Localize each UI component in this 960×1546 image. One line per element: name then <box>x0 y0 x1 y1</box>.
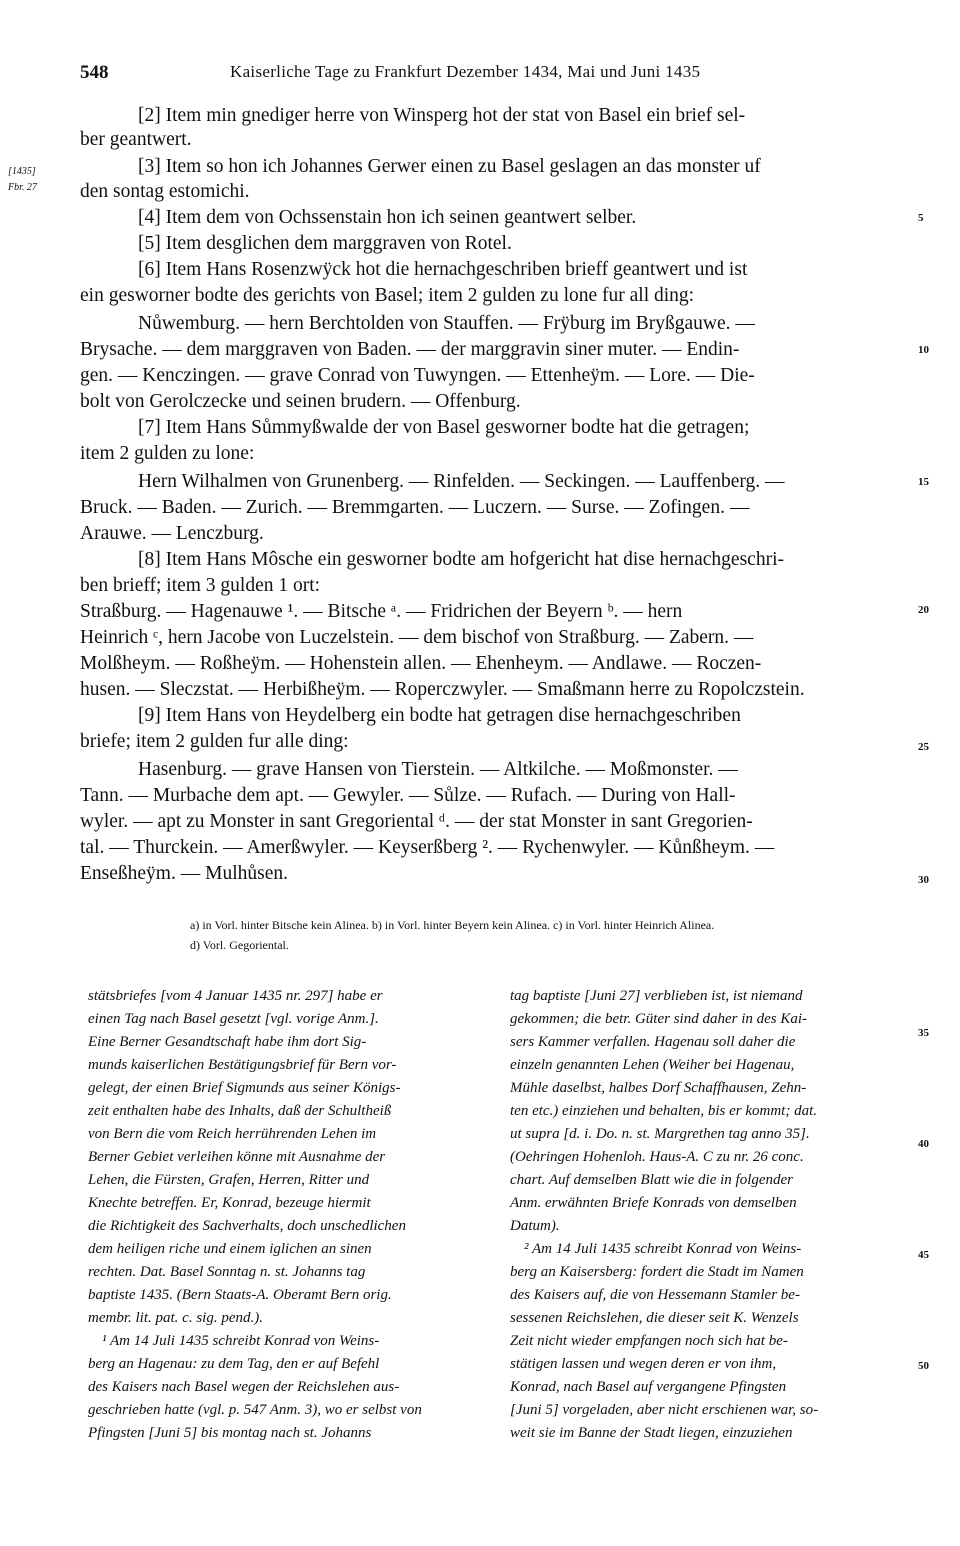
footnote-line: berg an Kaisersberg: fordert die Stadt im Namen <box>510 1264 804 1280</box>
text-line: Hasenburg. — grave Hansen von Tierstein. — Altkilche. — Moßmonster. — <box>138 759 738 780</box>
footnote-line: munds kaiserlichen Bestätigungsbrief für Bern vor- <box>88 1057 397 1073</box>
text-line: wyler. — apt zu Monster in sant Gregoriental ᵈ. — der stat Monster in sant Gregorien- <box>80 811 753 832</box>
margin-date-day: Fbr. 27 <box>8 182 37 193</box>
footnote-line: ten etc.) einziehen und behalten, bis er kommt; dat. <box>510 1103 818 1119</box>
page-header <box>80 62 820 86</box>
text-line: [6] Item Hans Rosenzwÿck hot die hernachgeschriben brieff geantwert und ist <box>138 259 748 280</box>
text-line: Straßburg. — Hagenauwe ¹. — Bitsche ᵃ. — Fridrichen der Beyern ᵇ. — hern <box>80 601 683 622</box>
footnote-line: Berner Gebiet verleihen könne mit Ausnahme der <box>88 1149 386 1165</box>
footnote-line: von Bern die vom Reich herrührenden Lehen im <box>88 1126 377 1142</box>
footnote-line: Konrad, nach Basel auf vergangene Pfingsten <box>510 1379 787 1395</box>
footnote-line: dem heiligen riche und einem iglichen an sinen <box>88 1241 372 1257</box>
footnote-line: stätsbriefes [vom 4 Januar 1435 nr. 297] habe er <box>88 988 383 1004</box>
text-line: bolt von Gerolczecke und seinen brudern. — Offenburg. <box>80 391 521 412</box>
text-line: ber geantwert. <box>80 129 192 150</box>
text-line: Enseßheÿm. — Mulhůsen. <box>80 863 288 884</box>
text-line: husen. — Sleczstat. — Herbißheÿm. — Roperczwyler. — Smaßmann herre zu Ropolczstein. <box>80 679 805 700</box>
text-line: item 2 gulden zu lone: <box>80 443 255 464</box>
footnote-line: membr. lit. pat. c. sig. pend.). <box>88 1310 263 1326</box>
text-line: briefe; item 2 gulden fur alle ding: <box>80 731 349 752</box>
footnote-line: Datum). <box>510 1218 560 1234</box>
text-line: [8] Item Hans Môsche ein gesworner bodte am hofgericht hat dise hernachgeschri- <box>138 549 784 570</box>
footnote-line: einzeln genannten Lehen (Weiher bei Hagenau, <box>510 1057 795 1073</box>
footnote-line: ut supra [d. i. Do. n. st. Margrethen tag anno 35]. <box>510 1126 810 1142</box>
text-line: Arauwe. — Lenczburg. <box>80 523 264 544</box>
variant-note-line: a) in Vorl. hinter Bitsche kein Alinea. b) in Vorl. hinter Beyern kein Alinea. c) in Vorl. hinter Heinrich Alinea. <box>190 918 715 932</box>
footnote-line: gekommen; die betr. Güter sind daher in des Kai- <box>510 1011 808 1027</box>
footnote-line: (Oehringen Hohenloh. Haus-A. C zu nr. 26 conc. <box>510 1149 804 1165</box>
line-number: 5 <box>918 212 924 224</box>
footnote-line: rechten. Dat. Basel Sonntag n. st. Johanns tag <box>88 1264 366 1280</box>
footnote-line: Lehen, die Fürsten, Grafen, Herren, Ritter und <box>88 1172 370 1188</box>
line-number: 10 <box>918 344 929 356</box>
text-line: [7] Item Hans Sůmmyßwalde der von Basel gesworner bodte hat die getragen; <box>138 417 750 438</box>
text-line: Hern Wilhalmen von Grunenberg. — Rinfelden. — Seckingen. — Lauffenberg. — <box>138 471 785 492</box>
text-line: Molßheym. — Roßheÿm. — Hohenstein allen. — Ehenheym. — Andlawe. — Roczen- <box>80 653 762 674</box>
footnote-line: baptiste 1435. (Bern Staats-A. Oberamt Bern orig. <box>88 1287 392 1303</box>
variant-note-line: d) Vorl. Gegoriental. <box>190 938 289 952</box>
text-line: den sontag estomichi. <box>80 181 250 202</box>
text-line: tal. — Thurckein. — Amerßwyler. — Keyserßberg ². — Rychenwyler. — Kůnßheym. — <box>80 837 775 858</box>
footnote-line: Anm. erwähnten Briefe Konrads von demselben <box>510 1195 797 1211</box>
footnote-line: geschrieben hatte (vgl. p. 547 Anm. 3), wo er selbst von <box>88 1402 422 1418</box>
line-number: 45 <box>918 1249 929 1261</box>
text-line: Brysache. — dem marggraven von Baden. — der marggravin siner muter. — Endin- <box>80 339 740 360</box>
footnote-line: Eine Berner Gesandtschaft habe ihm dort Sig- <box>88 1034 367 1050</box>
text-line: gen. — Kenczingen. — grave Conrad von Tuwyngen. — Ettenheÿm. — Lore. — Die- <box>80 365 755 386</box>
page-number: 548 <box>80 62 109 83</box>
footnote-line: Knechte betreffen. Er, Konrad, bezeuge hiermit <box>88 1195 371 1211</box>
text-line: Bruck. — Baden. — Zurich. — Bremmgarten. — Luczern. — Surse. — Zofingen. — <box>80 497 750 518</box>
footnote-line: sers Kammer verfallen. Hagenau soll daher die <box>510 1034 796 1050</box>
text-line: [4] Item dem von Ochssenstain hon ich seinen geantwert selber. <box>138 207 637 228</box>
footnote-line: zeit enthalten habe des Inhalts, daß der Schultheiß <box>88 1103 392 1119</box>
text-line: Tann. — Murbache dem apt. — Gewyler. — Sůlze. — Rufach. — During von Hall- <box>80 785 736 806</box>
line-number: 40 <box>918 1138 929 1150</box>
footnote-line: Pfingsten [Juni 5] bis montag nach st. Johanns <box>88 1425 372 1441</box>
footnote-line: ² Am 14 Juli 1435 schreibt Konrad von Weins- <box>524 1241 802 1257</box>
footnote-line: chart. Auf demselben Blatt wie die in folgender <box>510 1172 794 1188</box>
footnote-line: des Kaisers nach Basel wegen der Reichslehen aus- <box>88 1379 400 1395</box>
text-line: [5] Item desglichen dem marggraven von Rotel. <box>138 233 512 254</box>
line-number: 35 <box>918 1027 929 1039</box>
text-line: Nůwemburg. — hern Berchtolden von Stauffen. — Frÿburg im Bryßgauwe. — <box>138 313 755 334</box>
footnote-line: stätigen lassen und wegen deren er von ihm, <box>510 1356 777 1372</box>
footnote-line: [Juni 5] vorgeladen, aber nicht erschienen war, so- <box>510 1402 819 1418</box>
text-line: [3] Item so hon ich Johannes Gerwer einen zu Basel geslagen an das monster uf <box>138 156 761 177</box>
line-number: 20 <box>918 604 929 616</box>
line-number: 30 <box>918 874 929 886</box>
footnote-line: sessenen Reichslehen, die dieser seit K. Wenzels <box>510 1310 799 1326</box>
footnote-line: berg an Hagenau: zu dem Tag, den er auf Befehl <box>88 1356 380 1372</box>
footnote-line: weit sie im Banne der Stadt liegen, einzuziehen <box>510 1425 793 1441</box>
line-number: 50 <box>918 1360 929 1372</box>
text-line: ben brieff; item 3 gulden 1 ort: <box>80 575 321 596</box>
footnote-line: einen Tag nach Basel gesetzt [vgl. vorige Anm.]. <box>88 1011 379 1027</box>
margin-date-year: [1435] <box>8 166 36 177</box>
footnote-line: Zeit nicht wieder empfangen noch sich hat be- <box>510 1333 788 1349</box>
text-line: [2] Item min gnediger herre von Winsperg hot der stat von Basel ein brief sel- <box>138 105 746 126</box>
footnote-line: tag baptiste [Juni 27] verblieben ist, ist niemand <box>510 988 803 1004</box>
running-title: Kaiserliche Tage zu Frankfurt Dezember 1434, Mai und Juni 1435 <box>230 62 701 81</box>
footnote-line: des Kaisers auf, die von Hessemann Stamler be- <box>510 1287 800 1303</box>
text-line: [9] Item Hans von Heydelberg ein bodte hat getragen dise hernachgeschriben <box>138 705 741 726</box>
footnote-line: die Richtigkeit des Sachverhalts, doch unschedlichen <box>88 1218 406 1234</box>
text-line: ein gesworner bodte des gerichts von Basel; item 2 gulden zu lone fur all ding: <box>80 285 695 306</box>
line-number: 15 <box>918 476 929 488</box>
line-number: 25 <box>918 741 929 753</box>
footnote-line: Mühle daselbst, halbes Dorf Schaffhausen, Zehn- <box>510 1080 807 1096</box>
text-line: Heinrich ᶜ, hern Jacobe von Luczelstein. — dem bischof von Straßburg. — Zabern. — <box>80 627 754 648</box>
footnote-line: ¹ Am 14 Juli 1435 schreibt Konrad von Weins- <box>102 1333 380 1349</box>
footnote-line: gelegt, der einen Brief Sigmunds aus seiner Königs- <box>88 1080 401 1096</box>
